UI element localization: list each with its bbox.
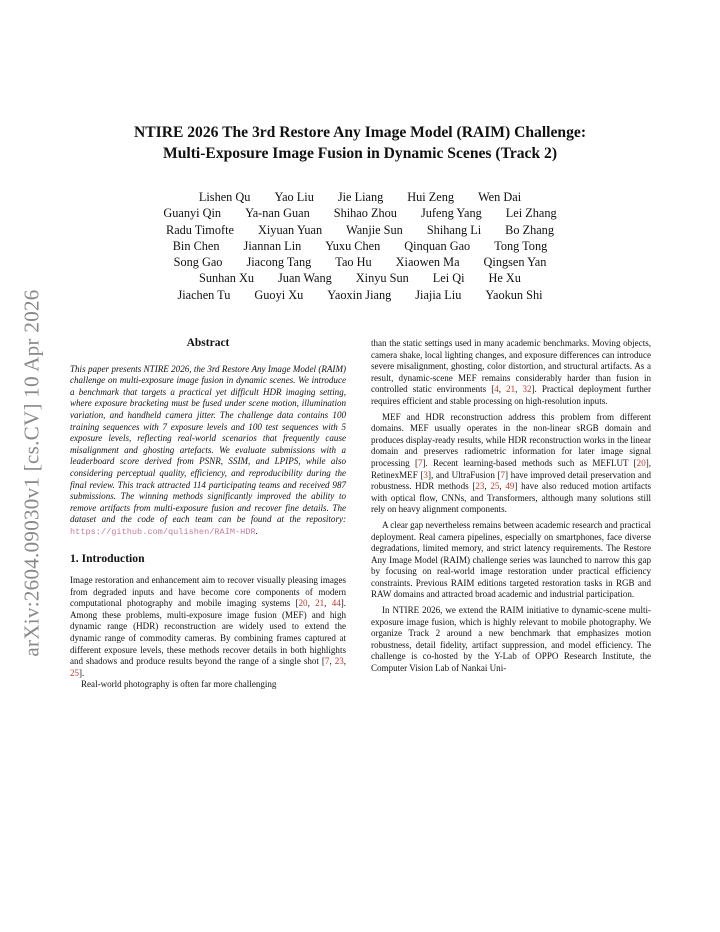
author-name: Jiachen Tu	[177, 287, 231, 302]
author-name: Shihang Li	[426, 222, 482, 237]
author-name: Lishen Qu	[198, 190, 251, 204]
intro-paragraph-1: Image restoration and enhancement aim to recover visually pleasing images from degraded inputs and have become core components of modern computational photography and mobile imaging systems [20, 21, 44]. Among these problems, multi-exposure image fusion (MEF) and high dynamic range (HDR) reconstruction are widely used to extend the dynamic range of commodity cameras. By combining frames captured at different exposure levels, these methods recover details in both highlights and shadows and produce results beyond the range of a single shot [7, 23, 25].	[70, 575, 347, 678]
author-name: He Xu	[488, 271, 521, 286]
citation[interactable]: 23	[475, 481, 485, 492]
author-name: Yaokun Shi	[485, 287, 543, 302]
author-name: Jie Liang	[337, 190, 384, 204]
author-name: Bin Chen	[172, 238, 220, 253]
citation[interactable]: 7	[500, 469, 506, 480]
author-name: Lei Qi	[432, 271, 465, 286]
paper-title	[60, 122, 660, 164]
author-name: Xinyu Sun	[355, 271, 409, 286]
author-name: Guoyi Xu	[254, 287, 304, 302]
author-name: Ya-nan Guan	[245, 206, 310, 221]
right-column	[371, 338, 651, 675]
author-name: Sunhan Xu	[199, 271, 255, 286]
citation[interactable]: 32	[522, 384, 532, 395]
author-row	[60, 287, 660, 303]
author-name: Jufeng Yang	[420, 206, 482, 221]
author-row	[60, 238, 660, 254]
title-line-2: Multi-Exposure Image Fusion in Dynamic Scenes (Track 2)	[162, 145, 558, 162]
author-name: Juan Wang	[278, 271, 332, 286]
repository-link[interactable]: https://github.com/qulishen/RAIM-HDR	[70, 526, 256, 537]
author-row	[60, 254, 660, 270]
section-heading-introduction: 1. Introduction	[70, 551, 145, 565]
intro-paragraph-2-start: Real-world photography is often far more challenging	[81, 679, 277, 690]
citation[interactable]: 44	[331, 598, 341, 609]
author-name: Qinquan Gao	[404, 238, 471, 253]
author-name: Wanjie Sun	[346, 222, 403, 237]
intro-paragraph-4: A clear gap nevertheless remains between academic research and practical deployment. Real camera pipelines, especially on smartphones, face diverse degradations, limited memory, and strict latency requirements. The Restore Any Image Model (RAIM) challenge series was launched to narrow this gap by focusing on real-world image restoration under practical efficiency constraints. Previous RAIM editions targeted restoration tasks in RGB and RAW domains and attracted broad academic and industrial participation.	[371, 519, 651, 600]
author-name: Tao Hu	[335, 255, 372, 270]
left-column	[70, 338, 346, 691]
arxiv-stamp: arXiv:2604.09030v1 [cs.CV] 10 Apr 2026	[19, 288, 44, 657]
abstract-heading: Abstract	[186, 337, 230, 349]
citation[interactable]: 25	[490, 481, 500, 492]
author-name: Guanyi Qin	[163, 206, 222, 221]
author-name: Wen Dai	[478, 190, 522, 204]
author-row	[60, 189, 660, 205]
intro-paragraph-2-continued: than the static settings used in many academic benchmarks. Moving objects, camera shake, local lighting changes, and exposure differences can introduce severe misalignment, ghosting, color distortion, and structural artifacts. As a result, dynamic-scene MEF remains considerably harder than fusion in controlled static environments [4, 21, 32]. Practical deployment further requires efficient and stable processing on high-resolution inputs.	[371, 338, 651, 406]
author-name: Tong Tong	[494, 238, 548, 253]
citation[interactable]: 49	[505, 481, 515, 492]
author-name: Jiajia Liu	[415, 287, 462, 302]
citation[interactable]: 23	[334, 656, 344, 667]
abstract-text: This paper presents NTIRE 2026, the 3rd Restore Any Image Model (RAIM) challenge on multi-exposure image fusion in dynamic scenes. We introduce a benchmark that targets a practical yet difficult HDR imaging setting, where exposure bracketing must be fused under scene motion, illumination variation, and handheld camera jitter. The challenge data contains 100 training sequences with 7 exposure levels and 100 test sequences with 5 exposure levels, reflecting real-world scenarios that frequently cause misalignment and ghosting artefacts. We evaluate submissions with a leaderboard score derived from PSNR, SSIM, and LPIPS, while also considering perceptual quality, efficiency, and reproducibility during the final review. This track attracted 114 participating teams and received 987 submissions. The winning methods significantly improved the ability to remove artifacts from multi-exposure fusion and recover fine details. The dataset and the code of each team can be found at the repository: https://github.com/qulishen/RAIM-HDR.	[70, 363, 346, 537]
citation[interactable]: 25	[70, 667, 80, 678]
author-row	[60, 222, 660, 238]
author-name: Qingsen Yan	[483, 255, 547, 270]
author-row	[60, 205, 660, 221]
author-name: Song Gao	[173, 255, 223, 270]
author-name: Xiyuan Yuan	[258, 222, 323, 237]
author-name: Xiaowen Ma	[395, 255, 460, 270]
citation[interactable]: 20	[298, 598, 308, 609]
citation[interactable]: 7	[324, 656, 330, 667]
author-name: Radu Timofte	[166, 222, 234, 237]
author-row	[60, 270, 660, 286]
intro-paragraph-3: MEF and HDR reconstruction address this problem from different domains. MEF usually operates in the non-linear sRGB domain and produces display-ready results, while HDR reconstruction works in the linear domain and preserves radiometric information for later image signal processing [7]. Recent learning-based methods such as MEFLUT [20], RetinexMEF [3], and UltraFusion [7] have improved detail preservation and robustness. HDR methods [23, 25, 49] have also reduced motion artifacts with optical flow, CNNs, and Transformers, although many solutions still rely on heavy alignment components.	[371, 411, 651, 515]
intro-paragraph-5: In NTIRE 2026, we extend the RAIM initiative to dynamic-scene multi-exposure image fusion, which is highly relevant to mobile photography. We organize Track 2 around a new benchmark that emphasizes motion robustness, detail fidelity, artifact suppression, and model efficiency. The challenge is co-hosted by the Y-Lab of OPPO Research Institute, the Computer Vision Lab of Nankai Uni-	[371, 605, 651, 674]
title-line-1: NTIRE 2026 The 3rd Restore Any Image Model (RAIM) Challenge:	[133, 124, 587, 141]
citation[interactable]: 21	[315, 598, 325, 609]
author-name: Jiacong Tang	[246, 255, 312, 270]
author-name: Bo Zhang	[505, 222, 554, 237]
author-name: Lei Zhang	[505, 206, 557, 221]
citation[interactable]: 4	[494, 384, 499, 395]
author-name: Hui Zeng	[407, 190, 455, 204]
author-name: Yao Liu	[274, 190, 314, 204]
author-name: Yaoxin Jiang	[327, 287, 392, 302]
author-name: Yuxu Chen	[325, 238, 381, 253]
author-name: Shihao Zhou	[333, 206, 397, 221]
author-list	[60, 189, 660, 303]
citation[interactable]: 21	[506, 384, 516, 395]
citation[interactable]: 20	[636, 457, 646, 468]
citation[interactable]: 3	[423, 469, 428, 480]
citation[interactable]: 7	[417, 457, 423, 468]
author-name: Jiannan Lin	[243, 238, 302, 253]
